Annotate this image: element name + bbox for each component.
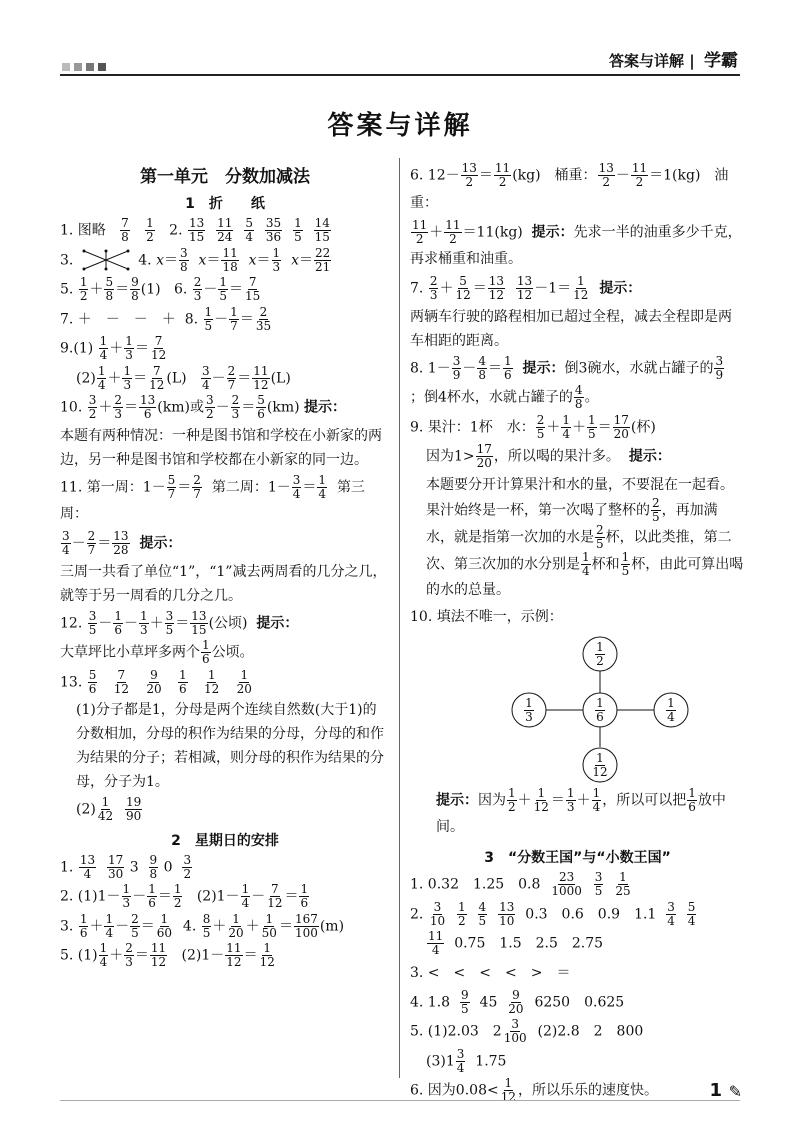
answer-10: 10. $\frac{3}{2}$ ＋ $\frac{2}{3}$ ＝ $\frac{13}{6}$ (km)或 $\frac{3}{2}$ － $\frac{2}{3}$ ＝ $\frac{5}{6}$ (km) 提示： xyxy=(60,393,347,421)
answer-11-tip: 三周一共看了单位“1”，“1”减去两周看的几分之几，就等于另一周看的几分之几。 xyxy=(60,563,387,604)
answer-r7: 7. $\frac{2}{3}$ ＋ $\frac{5}{12}$ ＝ $\frac{13}{12}$ $\frac{13}{12}$ －1＝ $\frac{1}{12}$ 提示： xyxy=(410,274,642,302)
answer-1-2: 1. 图略 $\frac{7}{8}$ $\frac{1}{2}$ 2. $\frac{13}{15}$ $\frac{11}{24}$ $\frac{5}{4}$ $\frac{35}{36}$ $\frac{1}{5}$ $\frac{14}{15}$ xyxy=(60,216,330,244)
footer-rule xyxy=(60,1100,740,1101)
l3-answer-4: 4. 1.8 $\frac{9}{5}$ 45 $\frac{9}{20}$ 6250 0.625 xyxy=(410,987,625,1016)
answer-13-p1: (1)分子都是1，分母是两个连续自然数(大于1)的分数相加，分母的积作为结果的分母，分母的和作为结果的分子；若相减，则分母的积作为结果的分母，分子为1。 xyxy=(76,702,384,790)
answer-12: 12. $\frac{3}{5}$ － $\frac{1}{6}$ － $\frac{1}{3}$ ＋ $\frac{3}{5}$ ＝ $\frac{13}{15}$ (公顷) 提示： xyxy=(60,608,299,637)
answer-r10: 10. 填法不唯一，示例： xyxy=(410,608,563,625)
answer-r9: 9. 果汁：1杯 水： $\frac{2}{5}$ ＋ $\frac{1}{4}$ ＋ $\frac{1}{5}$ ＝ $\frac{17}{20}$ (杯) xyxy=(410,412,656,441)
l3-answer-6: 6. 因为0.08< $\frac{1}{12}$ ，所以乐乐的速度快。 xyxy=(410,1076,658,1104)
answer-r9-tip: 本题要分开计算果汁和水的量，不要混在一起看。果汁始终是一杯，第一次喝了整杯的 $\frac{2}{5}$ ，再加满水，就是指第一次加的水是 $\frac{2}{5}$ 杯，以此类推，第二次、第三次加的水分别是 $\frac{1}{4}$ 杯和 $\frac{1}{5}$ 杯，由此可算出喝的水的总量。 xyxy=(426,476,744,598)
l3-answer-5: 5. (1)2.03 2 $\frac{3}{100}$ (2)2.8 2 800 xyxy=(410,1017,644,1045)
l3-answer-2: 2. $\frac{3}{10}$ $\frac{1}{2}$ $\frac{4}{5}$ $\frac{13}{10}$ 0.3 0.6 0.9 1.1 $\frac{3}{4}$ $\frac{5}{4}$ xyxy=(410,899,696,928)
lesson-1-title: 1 折 纸 xyxy=(185,196,265,212)
lesson-2-title: 2 星期日的安排 xyxy=(171,832,279,849)
l2-answer-1: 1. $\frac{13}{4}$ $\frac{17}{30}$ 3 $\frac{9}{8}$ 0 $\frac{3}{2}$ xyxy=(60,852,192,881)
fraction-circle-diagram: $\frac{1}{2}$ $\frac{1}{6}$ $\frac{1}{3}$ $\frac{1}{4}$ $\frac{1}{12}$ xyxy=(510,635,690,785)
l3-answer-1: 1. 0.32 1.25 0.8 $\frac{23}{1000}$ $\frac{3}{5}$ $\frac{1}{25}$ xyxy=(410,870,631,898)
answer-9-2: (2) $\frac{1}{4}$ ＋ $\frac{1}{3}$ ＝ $\frac{7}{12}$ (L) $\frac{3}{4}$ － $\frac{2}{7}$ ＝ $\frac{11}{12}$ (L) xyxy=(76,363,291,392)
l2-answer-3-4: 3. $\frac{1}{6}$ ＋ $\frac{1}{4}$ － $\frac{2}{5}$ ＝ $\frac{1}{60}$ 4. $\frac{8}{5}$ ＋ $\frac{1}{20}$ ＋ $\frac{1}{50}$ ＝ $\frac{167}{100}$ (m) xyxy=(60,911,345,940)
header-decoration xyxy=(62,63,106,71)
answer-13-p2: (2) $\frac{1}{42}$ $\frac{19}{90}$ xyxy=(76,795,142,823)
answer-r8: 8. 1－ $\frac{3}{9}$ － $\frac{4}{8}$ ＝ $\frac{1}{6}$ 提示：倒3碗水，水就占罐子的 $\frac{3}{9}$ xyxy=(410,353,724,382)
answer-r7-tip: 两辆车行驶的路程相加已超过全程，减去全程即是两车相距的距离。 xyxy=(410,308,732,349)
header-title: 答案与详解 | 学霸 xyxy=(609,51,738,71)
answer-r6: 6. 12－ $\frac{13}{2}$ ＝ $\frac{11}{2}$ (kg) 桶重： $\frac{13}{2}$ － $\frac{11}{2}$ ＝1(kg) 油重： xyxy=(410,161,729,211)
column-divider xyxy=(399,158,400,1078)
answer-9: 9.(1) $\frac{1}{4}$ ＋ $\frac{1}{3}$ ＝ $\frac{7}{12}$ xyxy=(60,334,167,362)
answer-r10-tip: 提示：因为 $\frac{1}{2}$ ＋ $\frac{1}{12}$ ＝ $\frac{1}{3}$ ＋ $\frac{1}{4}$ ，所以可以把 $\frac{1}{6}$ 放中间。 xyxy=(436,785,726,835)
l2-answer-5: 5. (1) $\frac{1}{4}$ ＋ $\frac{2}{3}$ ＝ $\frac{11}{12}$ (2)1－ $\frac{11}{12}$ ＝ $\frac{1}{12}$ xyxy=(60,941,275,969)
answer-7-8: 7. ＋ － － ＋ 8. $\frac{1}{5}$ － $\frac{1}{7}$ ＝ $\frac{2}{35}$ xyxy=(60,304,272,333)
l2-answer-2: 2. (1)1－ $\frac{1}{3}$ － $\frac{1}{6}$ ＝ $\frac{1}{2}$ (2)1－ $\frac{1}{4}$ － $\frac{7}{12}$ ＝ $\frac{1}{6}$ xyxy=(60,882,309,910)
answer-12-tip: 大草坪比小草坪多两个 $\frac{1}{6}$ 公顷。 xyxy=(60,638,254,666)
header-rule xyxy=(60,74,740,76)
l3-answer-5b: (3)1 $\frac{3}{4}$ 1.75 xyxy=(426,1046,507,1075)
lesson-3-title: 3 “分数王国”与“小数王国” xyxy=(484,850,671,866)
answer-11-b: $\frac{3}{4}$ － $\frac{2}{7}$ ＝ $\frac{13}{28}$ 提示： xyxy=(62,529,182,557)
page-number: 1 xyxy=(709,1080,722,1101)
right-column xyxy=(410,160,745,1107)
matching-lines-diagram xyxy=(78,247,134,273)
l3-answer-2b: $\frac{11}{4}$ 0.75 1.5 2.5 2.75 xyxy=(428,929,604,957)
answer-10-tip: 本题有两种情况：一种是图书馆和学校在小新家的两边，另一种是图书馆和学校都在小新家的同一边。 xyxy=(60,427,382,468)
answer-r6-b: $\frac{11}{2}$ ＋ $\frac{11}{2}$ ＝11(kg) 提示：先求一半的油重多少千克，再求桶重和油重。 xyxy=(410,217,742,267)
answer-r8-b: ；倒4杯水，水就占罐子的 $\frac{4}{8}$ 。 xyxy=(410,383,599,411)
answer-r9-b: 因为1> $\frac{17}{20}$ ，所以喝的果汁多。 提示： xyxy=(426,442,671,470)
l3-answer-3: 3. < < < < > ＝ xyxy=(410,964,571,981)
answer-13: 13. $\frac{5}{6}$ $\frac{7}{12}$ $\frac{9}{20}$ $\frac{1}{6}$ $\frac{1}{12}$ $\frac{1}{20}$ xyxy=(60,667,252,696)
unit-title: 第一单元 分数加减法 xyxy=(140,167,310,187)
pencil-icon: ✎ xyxy=(728,1082,742,1101)
answer-5-6: 5. $\frac{1}{2}$ ＋ $\frac{5}{8}$ ＝ $\frac{9}{8}$ (1) 6. $\frac{2}{3}$ － $\frac{1}{5}$ ＝ $\frac{7}{15}$ xyxy=(60,275,261,303)
page-title: 答案与详解 xyxy=(327,111,473,141)
answer-11: 11. 第一周：1－ $\frac{5}{7}$ ＝ $\frac{2}{7}$ 第二周：1－ $\frac{3}{4}$ ＝ $\frac{1}{4}$ 第三周： xyxy=(60,472,365,522)
left-column xyxy=(60,160,390,972)
answer-3-4: 3. 4. x＝ $\frac{3}{8}$ x＝ $\frac{11}{18}$ x＝ $\frac{1}{3}$ x＝ $\frac{22}{21}$ xyxy=(60,245,331,274)
brand-logo: 学霸 xyxy=(704,51,738,71)
